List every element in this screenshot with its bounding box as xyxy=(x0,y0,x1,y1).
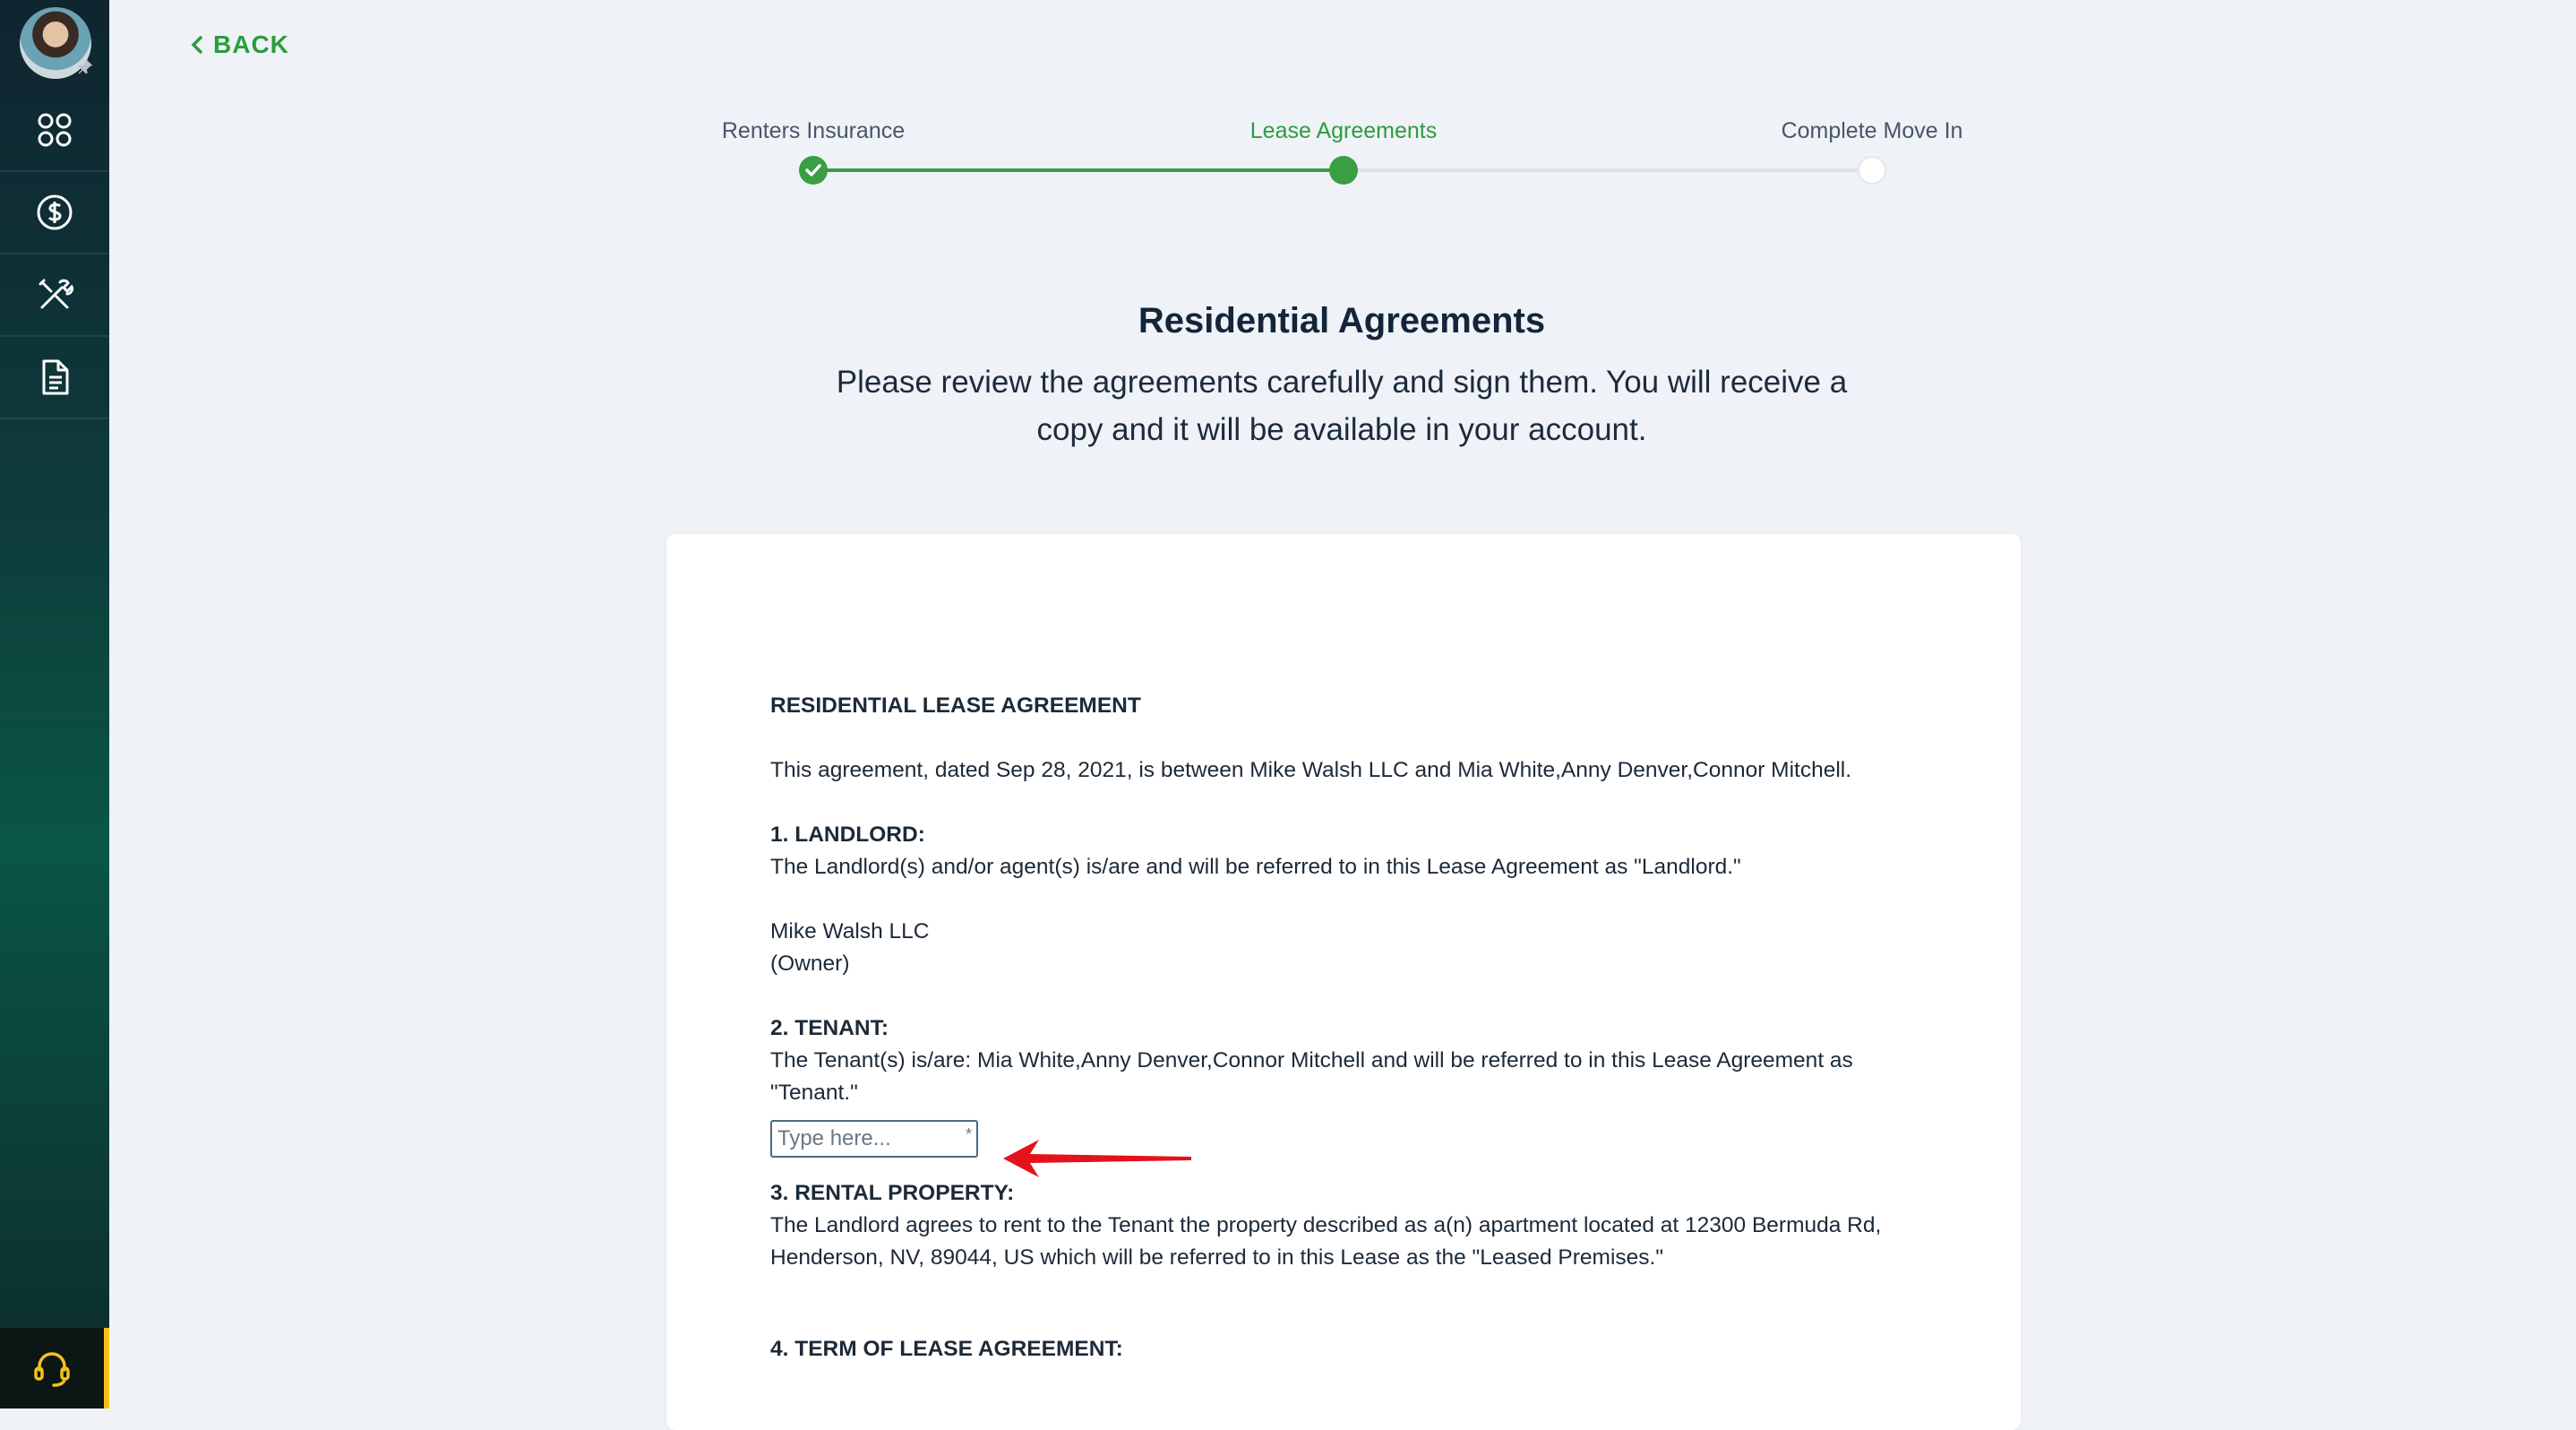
tenant-input-row xyxy=(770,1120,1926,1159)
lease-document xyxy=(770,690,1926,1365)
sidebar-item-documents[interactable] xyxy=(0,337,109,419)
stepper-track-pending xyxy=(1344,168,1872,172)
stepper-track-complete xyxy=(813,168,1344,172)
back-label: BACK xyxy=(213,30,289,58)
sidebar-item-payments[interactable] xyxy=(0,172,109,254)
required-mark: * xyxy=(966,1125,973,1143)
pin-icon xyxy=(75,57,95,77)
annotation-arrow-icon xyxy=(1003,1138,1191,1179)
section-property-text: The Landlord agrees to rent to the Tenant the property described as a(n) apartment located at 12300 Bermuda Rd, Henderson, NV, 89044, US which will be referred to in this Lease as the "Leased Premises." xyxy=(770,1213,1882,1270)
document-intro: This agreement, dated Sep 28, 2021, is between Mike Walsh LLC and Mia White,Anny Denver,Connor Mitchell. xyxy=(770,758,1852,782)
document-icon xyxy=(35,358,74,397)
support-button[interactable] xyxy=(0,1328,109,1408)
page-subtitle: Please review the agreements carefully and sign them. You will receive a copy and it will be available in your account. xyxy=(836,365,1848,447)
dollar-circle-icon xyxy=(35,193,74,232)
agreement-card xyxy=(666,534,2021,1430)
sidebar-item-dashboard[interactable] xyxy=(0,90,109,172)
headset-icon xyxy=(30,1347,73,1390)
section-tenant-title: 2. TENANT: xyxy=(770,1016,889,1040)
step-active-dot xyxy=(1329,156,1358,185)
landlord-name: Mike Walsh LLC xyxy=(770,919,930,943)
back-button[interactable] xyxy=(190,30,289,59)
page-title: Residential Agreements xyxy=(1138,301,1546,340)
sidebar xyxy=(0,0,109,1408)
chevron-left-icon xyxy=(190,35,206,55)
landlord-role: (Owner) xyxy=(770,952,850,976)
step-complete-dot xyxy=(799,156,828,185)
tenant-initials-input[interactable] xyxy=(770,1120,978,1158)
user-avatar[interactable] xyxy=(20,7,91,79)
section-landlord-text: The Landlord(s) and/or agent(s) is/are and will be referred to in this Lease Agreement as "Landlord." xyxy=(770,855,1741,879)
check-icon xyxy=(799,156,828,185)
step-label-renters-insurance: Renters Insurance xyxy=(721,118,906,143)
document-heading: RESIDENTIAL LEASE AGREEMENT xyxy=(770,693,1141,718)
grid-icon xyxy=(35,110,74,150)
step-label-complete-move-in: Complete Move In xyxy=(1781,118,1963,143)
step-pending-dot xyxy=(1858,156,1886,185)
section-tenant-text: The Tenant(s) is/are: Mia White,Anny Denver,Connor Mitchell and will be referred to in this Lease Agreement as "Tenant." xyxy=(770,1048,1853,1105)
section-property-title: 3. RENTAL PROPERTY: xyxy=(770,1181,1015,1205)
step-label-lease-agreements: Lease Agreements xyxy=(1249,118,1438,143)
section-landlord-title: 1. LANDLORD: xyxy=(770,823,925,847)
section-term-title: 4. TERM OF LEASE AGREEMENT: xyxy=(770,1337,1123,1361)
